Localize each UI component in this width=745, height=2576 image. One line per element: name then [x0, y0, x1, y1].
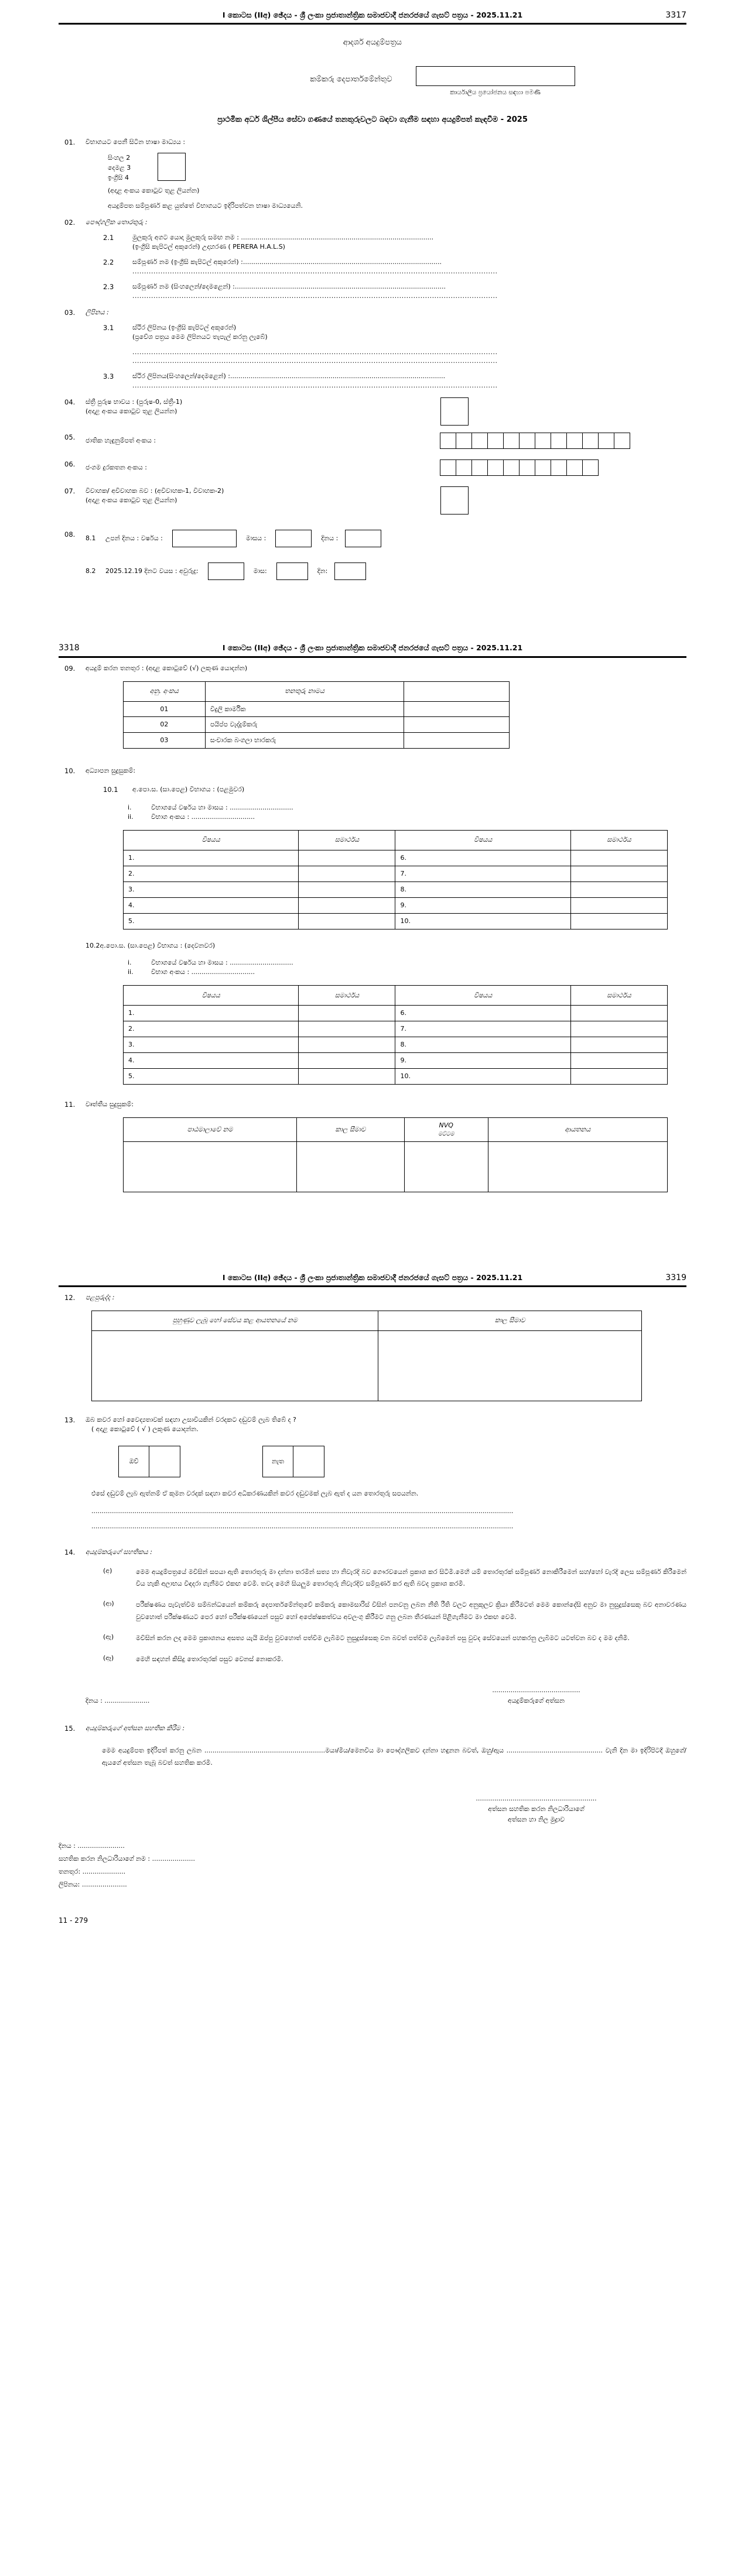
duration-cell[interactable] [297, 1141, 405, 1192]
item-10-number: 10. [64, 767, 76, 776]
grade-right[interactable] [570, 913, 667, 929]
table-row [124, 717, 510, 733]
yes-option[interactable] [118, 1446, 180, 1477]
item-08 [59, 530, 686, 580]
subject-left[interactable]: 3. [124, 1037, 299, 1053]
col-nvq-label: NVQ [439, 1121, 453, 1129]
item-3-1 [86, 323, 686, 366]
subject-right[interactable]: 10. [395, 1069, 570, 1085]
office-use-box[interactable] [416, 66, 575, 86]
item-01-box-note: (අදාළ අංකය කොටුව තුළ ලියන්න) [108, 187, 200, 195]
age-years-input[interactable] [208, 562, 244, 580]
nic-cell[interactable] [582, 433, 599, 449]
item-2-2 [86, 258, 686, 276]
subject-right[interactable]: 8. [395, 881, 570, 897]
item-3-3 [86, 372, 686, 390]
institute-name-cell[interactable] [92, 1330, 378, 1401]
item-02 [59, 218, 686, 301]
item-3-1-number: 3.1 [103, 323, 114, 332]
item-07-number: 07. [64, 487, 76, 496]
table-row [124, 1037, 668, 1053]
grade-right[interactable] [570, 897, 667, 913]
subject-left[interactable]: 4. [124, 1053, 299, 1069]
declaration-clause-ae [86, 1632, 686, 1644]
item-09-label: අයදුම් කරන තනතුර : (අදාළ කොටුවේ (√) ලකුණ යොදන්න) [86, 664, 248, 672]
no-tick-box[interactable] [293, 1446, 324, 1477]
post-tick-cell[interactable] [404, 701, 510, 717]
grade-left[interactable] [299, 1037, 395, 1053]
item-07-label: විවාහක/ අවිවාහක බව : (අවිවාහක-1, විවාහක-2) [86, 487, 224, 495]
subject-right[interactable]: 9. [395, 1053, 570, 1069]
age-months-input[interactable] [276, 562, 308, 580]
applicant-date-field[interactable]: දිනය : ...................... [86, 1696, 150, 1704]
office-use-note: කාර්යාලීය ප්‍රයෝජනය සඳහා පමණි [450, 89, 541, 97]
item-14-number: 14. [64, 1548, 76, 1556]
gazette-header-3317 [59, 0, 686, 21]
mobile-cell[interactable] [551, 459, 567, 476]
item-13-dots-2[interactable]: .............................................................................................................................................................................................................. [91, 1522, 514, 1530]
subject-right[interactable]: 7. [395, 1021, 570, 1037]
col-duration: කාල සීමාව [297, 1117, 405, 1141]
language-name-english: ඉංග්‍රීසි [108, 174, 123, 182]
post-selection-table [123, 681, 510, 749]
item-3-3-label[interactable]: ස්ථිර ලිපිනය(සිංහලෙන්/දෙමළෙන්) :......................................................................................................... [132, 372, 446, 380]
applicant-signature-caption: අයදුම්කරුගේ අත්සන [507, 1696, 565, 1704]
grade-right[interactable] [570, 1037, 667, 1053]
grade-left[interactable] [299, 1069, 395, 1085]
item-8-2-month-label: මාස: [253, 567, 267, 575]
course-name-cell[interactable] [124, 1141, 297, 1192]
subject-right[interactable]: 7. [395, 866, 570, 881]
birth-year-input[interactable] [172, 530, 237, 547]
item-15-number: 15. [64, 1724, 76, 1733]
page-3318 [0, 633, 745, 1262]
nic-cell[interactable] [598, 433, 614, 449]
item-2-3-label[interactable]: සම්පූර්ණ නම (සිංහලෙන්/දෙමළෙන්) :....................................................................................................... [132, 282, 446, 290]
table-header-row [124, 681, 510, 701]
item-13-number: 13. [64, 1415, 76, 1424]
clause-ae-mark: (ඇ) [103, 1632, 114, 1641]
exam-year-month-label-1[interactable]: විභාගයේ වර්ෂය හා මාසය : ............................... [151, 803, 293, 811]
mobile-cell[interactable] [519, 459, 535, 476]
roman-ii: ii. [128, 812, 134, 821]
post-serial: 02 [124, 717, 206, 733]
birth-month-input[interactable] [275, 530, 312, 547]
item-14-label: අයදුම්කරුගේ සහතිකය : [86, 1548, 152, 1556]
col-course-name: පාඨමාලාවේ නම [124, 1117, 297, 1141]
department-row [59, 66, 686, 97]
table-row [124, 913, 668, 929]
item-04-number: 04. [64, 398, 76, 407]
item-09 [59, 664, 686, 749]
nic-cell[interactable] [535, 433, 551, 449]
header-rule [59, 23, 686, 25]
yes-tick-box[interactable] [149, 1446, 180, 1477]
item-15-body[interactable]: මෙම අයදුම්පත ඉදිරිපත් කරනු ලබන ...........................................................මයා/මිය/මෙනවිය මා පෞද්ගලිකව දන්නා හඳුනන බවත්, ඔහු/ඇය ............................................... වැනි දින මා ඉදිරිපිටදී ඔහුගේ/ඇයගේ අත්සන තැබූ බවත් සහතික කරමි. [102, 1747, 686, 1767]
header-rule-3319 [59, 1285, 686, 1287]
item-8-1-label: උපන් දිනය : වර්ෂය : [105, 534, 163, 543]
grade-right[interactable] [570, 866, 667, 881]
item-15-label: අයදුම්කරුගේ අත්සන සහතික කිරීම : [86, 1724, 185, 1733]
item-10-1-label: අ.පො.ස. (සා.පෙළ) විභාගය : (පළමුවර) [132, 786, 245, 794]
exam-year-month-label-2[interactable]: විභාගයේ වර්ෂය හා මාසය : ............................... [151, 959, 293, 967]
item-13 [59, 1415, 686, 1531]
item-12-label: පළපුරුද්ද : [86, 1293, 115, 1301]
nic-cell[interactable] [519, 433, 535, 449]
document-title: ආදර්ශ අයදුම්පත්‍රය [343, 38, 402, 47]
declaration-clause-aee [86, 1654, 686, 1665]
clause-aa-text: පරීක්ෂණය පැවැත්වීම සම්බන්ධයෙන් කම්කරු දෙපාර්තමේන්තුවේ කම්කරු කොමසාරිස් විසින් පනවනු ලබන නීති රීති වලට අනුකූලව ක්‍රියා කිරීමටත් මෙම කොන්දේසි අනුව මා නුසුදුස්සෙකු බව අනාවරණය වුවහොත් පරීක්ෂණයට පෙර හෝ පරීක්ෂණයෙන් පසුව හෝ අපේක්ෂකත්වය අවලංගු කිරීමට ගනු ලබන තීරණයන් පිළිගැනීමට මා එකඟ වෙමි. [136, 1601, 686, 1621]
grade-left[interactable] [299, 881, 395, 897]
grade-right[interactable] [570, 1006, 667, 1021]
item-2-1 [86, 233, 686, 252]
item-06 [59, 459, 686, 476]
table-header-row [124, 830, 668, 850]
language-code-tamil: 3 [127, 164, 131, 172]
item-10-2-label: 10.2අ.පො.ස. (සා.පෙළ) විභාගය : (දෙවනවර) [86, 941, 216, 949]
roman-i: i. [128, 803, 132, 811]
grade-right[interactable] [570, 1069, 667, 1085]
language-code-input-box[interactable] [158, 153, 186, 181]
nic-cell[interactable] [440, 433, 456, 449]
page-number-3319: 3319 [665, 1272, 686, 1282]
item-2-1-label[interactable]: මුලකුරු අගට යොදා මුලකුරු සමඟ නම : .............................................................................................. [132, 234, 434, 242]
exam-number-label-2[interactable]: විභාග අංකය : ............................... [151, 968, 255, 976]
table-header-row [124, 1117, 668, 1141]
table-row [124, 866, 668, 881]
nic-cell[interactable] [551, 433, 567, 449]
item-07 [59, 486, 686, 514]
nic-cell[interactable] [503, 433, 520, 449]
grade-right[interactable] [570, 881, 667, 897]
col-period: කාල සීමාව [378, 1311, 642, 1330]
mobile-cell[interactable] [487, 459, 504, 476]
officer-address-field[interactable]: ලිපිනය: ...................... [59, 1880, 127, 1888]
post-serial: 01 [124, 701, 206, 717]
office-use-block [404, 66, 686, 97]
exam-year-row-2 [86, 958, 686, 968]
table-row [124, 1006, 668, 1021]
grade-left[interactable] [299, 850, 395, 866]
item-14 [59, 1548, 686, 1706]
item-06-label: ජංගම දුරකතන අංකය : [86, 464, 147, 472]
subjects-table-second-sitting [123, 985, 668, 1085]
language-name-sinhala: සිංහල [108, 154, 124, 162]
item-13-note: ( අදාළ කොටුවේ ( √ ) ලකුණ යොදන්න. [91, 1425, 199, 1433]
subject-left[interactable]: 1. [124, 850, 299, 866]
item-02-number: 02. [64, 218, 76, 227]
table-row [124, 701, 510, 717]
item-3-3-number: 3.3 [103, 372, 114, 381]
grade-left[interactable] [299, 866, 395, 881]
item-10-label: අධ්‍යාපන සුදුසුකම්: [86, 767, 136, 775]
nic-cell[interactable] [471, 433, 488, 449]
birth-day-input[interactable] [345, 530, 381, 547]
gazette-header-3319 [59, 1263, 686, 1284]
table-row [124, 850, 668, 866]
subject-right[interactable]: 8. [395, 1037, 570, 1053]
nic-cell[interactable] [487, 433, 504, 449]
table-row [124, 897, 668, 913]
grade-right[interactable] [570, 1053, 667, 1069]
table-row [124, 1021, 668, 1037]
nic-cell[interactable] [566, 433, 583, 449]
item-13-followup: එසේ දඬුවම් ලැබ ඇත්නම් ඒ කුමන වරදක් සඳහා කවර අධිකරණයකින් කවර දඬුවමක් ලැබ ඇත් ද යන තොරතුරු සපයන්න. [91, 1489, 419, 1497]
gazette-footer-code: 11 - 279 [59, 1916, 88, 1925]
language-option-sinhala [108, 153, 131, 163]
gazette-running-title-3318: I කොටස (IIඅ) ඡේදය - ශ්‍රී ලංකා ප්‍රජාතාන්ත්‍රික සමාජවාදී ජනරජයේ ගැසට් පත්‍රය - 2025.11.21 [222, 643, 523, 653]
item-8-2-label: 2025.12.19 දිනට වයස : අවුරුදු: [105, 567, 199, 575]
roman-ii: ii. [128, 968, 134, 976]
language-option-tamil [108, 163, 131, 173]
table-row [124, 881, 668, 897]
item-8-1-day-label: දිනය : [321, 534, 339, 543]
item-10 [59, 766, 686, 1085]
post-tick-cell[interactable] [404, 717, 510, 733]
exam-number-label-1[interactable]: විභාග අංකය : ............................... [151, 812, 255, 821]
subject-left[interactable]: 5. [124, 913, 299, 929]
item-8-2-day-label: දින: [317, 567, 328, 575]
item-2-3-number: 2.3 [103, 282, 114, 291]
item-07-note: (අදාළ අංකය කොටුව තුළ ලියන්න) [86, 496, 177, 505]
officer-caption-1: අත්සන සහතික කරන නිලධාරියාගේ [488, 1805, 585, 1813]
col-grade-right: සමාර්ථය [570, 830, 667, 850]
grade-right[interactable] [570, 850, 667, 866]
roman-i: i. [128, 959, 132, 967]
col-institute: ආයතනය [488, 1117, 667, 1141]
subject-right[interactable]: 10. [395, 913, 570, 929]
applicant-signature-line[interactable]: ........................................... [492, 1686, 580, 1694]
item-2-3 [86, 282, 686, 301]
item-03-label: ලිපිනය : [86, 308, 109, 316]
page-number-3317: 3317 [665, 11, 686, 20]
conviction-yesno [86, 1446, 686, 1477]
gender-code-input-box[interactable] [440, 397, 469, 426]
item-04 [59, 397, 686, 426]
item-05-label: ජාතික හැඳුනුම්පත් අංකය : [86, 437, 156, 445]
col-nvq-level [404, 1117, 488, 1141]
item-02-label: පෞද්ගලික තොරතුරු : [86, 218, 148, 227]
page-3319 [0, 1263, 745, 1950]
item-01-medium-note: අයදුම්පත සම්පූර්ණ කළ යුත්තේ විභාගයට ඉදිරිපත්වන භාෂා මාධ්‍යයෙනි. [108, 202, 303, 210]
table-header-row [124, 986, 668, 1006]
item-13-dots-1[interactable]: .............................................................................................................................................................................................................. [91, 1507, 514, 1515]
vocational-qualifications-table [123, 1117, 668, 1192]
col-subject-right: විෂයය [395, 986, 570, 1006]
mobile-cell[interactable] [471, 459, 488, 476]
col-institute-name: පුහුණුව ලැබූ හෝ සේවය කළ ආයතනයේ නම [92, 1311, 378, 1330]
grade-right[interactable] [570, 1021, 667, 1037]
item-12 [59, 1293, 686, 1401]
nvq-level-cell[interactable] [404, 1141, 488, 1192]
item-11-label: වෘත්තීය සුදුසුකම්: [86, 1100, 134, 1108]
declaration-clause-a [86, 1566, 686, 1590]
item-2-3-dots[interactable]: ............................................................................................................................................................ [132, 291, 498, 300]
col-tick [404, 681, 510, 701]
item-10-1 [86, 785, 686, 795]
grade-left[interactable] [299, 897, 395, 913]
page-number-3318: 3318 [59, 643, 80, 653]
period-cell[interactable] [378, 1330, 642, 1401]
applicant-signature-row [86, 1686, 686, 1706]
item-11 [59, 1100, 686, 1192]
language-code-english: 4 [124, 174, 129, 182]
post-name: සංචාරක බංගලා භාරකරු [205, 733, 404, 749]
exam-number-row-2 [86, 968, 686, 977]
item-2-1-number: 2.1 [103, 234, 114, 242]
grade-left[interactable] [299, 1021, 395, 1037]
item-12-number: 12. [64, 1293, 76, 1302]
item-3-1-note: (ප්‍රවේශ පත්‍රය මෙම ලිපිනයට තැපැල් කරනු ලැබේ) [132, 332, 268, 341]
table-row [124, 1053, 668, 1069]
col-grade-left: සමාර්ථය [299, 830, 395, 850]
item-8-1-month-label: මාසය : [245, 534, 266, 543]
item-04-label: ස්ත්‍රී පුරුෂ භාවය : (පුරුෂ-0, ස්ත්‍රී-1) [86, 398, 183, 406]
item-2-2-label[interactable]: සම්පූර්ණ නම (ඉංග්‍රීසි කැපිටල් අකුරෙන්) :................................................................................................. [132, 258, 442, 266]
table-row [124, 1069, 668, 1085]
post-name: විදුලි කාර්මික [205, 701, 404, 717]
post-name: පයිප්ප වැද්දුම්කරු [205, 717, 404, 733]
clause-aee-mark: (ඈ) [103, 1654, 114, 1662]
clause-aee-text: මෙහි සඳහන් කිසිදු තොරතුරක් පසුව වෙනස් නොකරමි. [136, 1655, 283, 1663]
marital-status-input-box[interactable] [440, 486, 469, 514]
col-subject-left: විෂයය [124, 986, 299, 1006]
subject-left[interactable]: 5. [124, 1069, 299, 1085]
grade-left[interactable] [299, 1006, 395, 1021]
age-days-input[interactable] [334, 562, 366, 580]
item-01-number: 01. [64, 138, 76, 147]
mobile-number-input[interactable] [440, 459, 686, 476]
mobile-cell[interactable] [503, 459, 520, 476]
col-nvq-sublabel: මට්ටම [438, 1130, 454, 1137]
mobile-cell[interactable] [566, 459, 583, 476]
mobile-cell[interactable] [440, 459, 456, 476]
experience-table [91, 1311, 642, 1401]
col-post-name: තනතුරු නාමය [205, 681, 404, 701]
item-01-label: විභාගයට පෙනී සිටින භාෂා මාධ්‍යය : [86, 138, 186, 146]
nic-cell[interactable] [456, 433, 472, 449]
item-3-1-dots-2[interactable]: ............................................................................................................................................................ [132, 357, 498, 365]
language-code-sinhala: 2 [126, 154, 131, 162]
no-option[interactable] [262, 1446, 324, 1477]
table-row [92, 1330, 642, 1401]
department-name: කම්කරු දෙපාර්තමේන්තුව [310, 75, 392, 84]
item-15 [59, 1724, 686, 1824]
post-tick-cell[interactable] [404, 733, 510, 749]
language-options [86, 153, 686, 183]
item-3-1-dots-1[interactable]: ............................................................................................................................................................ [132, 348, 498, 356]
officer-caption-2: අත්සන හා නිල මුද්‍රාව [508, 1816, 565, 1824]
gazette-running-title-3319: I කොටස (IIඅ) ඡේදය - ශ්‍රී ලංකා ප්‍රජාතාන්ත්‍රික සමාජවාදී ජනරජයේ ගැසට් පත්‍රය - 2025.11.21 [222, 1272, 523, 1282]
col-serial: අනු. අංකය [124, 681, 206, 701]
subject-right[interactable]: 9. [395, 897, 570, 913]
item-13-label: ඔබ කවර හෝ වෛද්‍යතාවක් සඳහා උසාවියකින් වරදකට දඬුවම් ලැබ තිබේ ද ? [86, 1415, 296, 1424]
no-label: නැත [263, 1446, 293, 1477]
grade-left[interactable] [299, 1053, 395, 1069]
item-04-note: (අදාළ අංකය කොටුව තුළ ලියන්න) [86, 407, 177, 416]
form-title: ප්‍රාථමික අර්ධ ශිල්පීය සේවා ගණයේ තනතුරුවලට බඳවා ගැනීම සඳහා අයදුම්පත් කැඳවීම - 2025 [217, 115, 528, 125]
subject-right[interactable]: 6. [395, 850, 570, 866]
item-2-2-number: 2.2 [103, 258, 114, 266]
item-3-1-label: ස්ථිර ලිපිනය (ඉංග්‍රීසි කැපිටල් අකුරෙන්) [132, 323, 237, 331]
item-8-1-number: 8.1 [86, 534, 96, 543]
exam-year-row-1 [86, 803, 686, 812]
item-10-1-number: 10.1 [103, 786, 118, 794]
item-09-number: 09. [64, 664, 76, 673]
col-grade-right: සමාර්ථය [570, 986, 667, 1006]
exam-number-row-1 [86, 812, 686, 822]
table-row [124, 733, 510, 749]
subject-left[interactable]: 2. [124, 1021, 299, 1037]
officer-post-field[interactable]: තනතුර: ..................... [59, 1867, 126, 1875]
item-11-number: 11. [64, 1100, 76, 1109]
grade-left[interactable] [299, 913, 395, 929]
item-01 [59, 138, 686, 211]
mobile-cell[interactable] [456, 459, 472, 476]
subject-left[interactable]: 2. [124, 866, 299, 881]
subject-right[interactable]: 6. [395, 1006, 570, 1021]
clause-aa-mark: (ආ) [103, 1600, 114, 1608]
header-rule-3318 [59, 656, 686, 658]
nic-cell[interactable] [614, 433, 630, 449]
table-header-row [92, 1311, 642, 1330]
item-08-number: 08. [64, 530, 76, 539]
post-serial: 03 [124, 733, 206, 749]
gazette-header-3318 [59, 633, 686, 654]
declaration-clause-aa [86, 1599, 686, 1623]
language-name-tamil: දෙමළ [108, 164, 125, 172]
officer-signature-line[interactable]: ........................................................... [476, 1795, 597, 1803]
item-06-number: 06. [64, 460, 76, 469]
yes-label: ඔව් [119, 1446, 149, 1477]
item-3-3-dots[interactable]: ............................................................................................................................................................ [132, 382, 498, 390]
nic-number-input[interactable] [440, 433, 686, 449]
item-05-number: 05. [64, 433, 76, 442]
subjects-table-first-sitting [123, 830, 668, 929]
col-grade-left: සමාර්ථය [299, 986, 395, 1006]
item-2-2-dots[interactable]: ............................................................................................................................................................ [132, 267, 498, 275]
subject-left[interactable]: 4. [124, 897, 299, 913]
mobile-cell[interactable] [535, 459, 551, 476]
officer-signature-row [86, 1794, 686, 1824]
item-03 [59, 308, 686, 391]
subject-left[interactable]: 1. [124, 1006, 299, 1021]
col-subject-left: විෂයය [124, 830, 299, 850]
item-03-number: 03. [64, 308, 76, 317]
clause-a-text: මෙම අයදුම්පත්‍රයේ මවිසින් සපයා ඇති තොරතුරු මා දන්නා තරමින් සත්‍ය හා නිවැරදි බව ගෞරවයෙන් ප්‍රකාශ කර සිටිමි.මෙහි යම් තොරතුරක් සම්පූර්ණ නොකිරීමෙන් සහ/හෝ වැරදි ලෙස සම්පූර්ණ කිරීමෙන් විය හැකි අලාභය විඳදරා ගැනීමට එකඟ වෙමි. තවද මෙහි සියලුම තොරතුරු නිවැරදිව සම්පූර්ණ කර ඇති බවද ප්‍රකාශ කරමි. [136, 1567, 686, 1587]
language-option-english [108, 173, 131, 183]
table-row [124, 1141, 668, 1192]
officer-date-field[interactable]: දිනය : ....................... [59, 1841, 125, 1850]
clause-a-mark: (අ) [103, 1566, 112, 1575]
item-05 [59, 433, 686, 449]
page-3317 [0, 0, 745, 633]
gazette-running-title: I කොටස (IIඅ) ඡේදය - ශ්‍රී ලංකා ප්‍රජාතාන්ත්‍රික සමාජවාදී ජනරජයේ ගැසට් පත්‍රය - 2025.11.21 [222, 11, 523, 19]
col-subject-right: විෂයය [395, 830, 570, 850]
item-8-2-number: 8.2 [86, 567, 96, 575]
institute-cell[interactable] [488, 1141, 667, 1192]
mobile-cell[interactable] [582, 459, 599, 476]
officer-name-field[interactable]: සහතික කරන නිලධාරියාගේ නම : ..................... [59, 1854, 196, 1862]
subject-left[interactable]: 3. [124, 881, 299, 897]
item-2-1-note: (ඉංග්‍රීසි කැපිටල් අකුරෙන්) උදාහරණ ( PERERA H.A.L.S) [132, 243, 285, 251]
clause-ae-text: මවිසින් කරන ලද මෙම ප්‍රකාශනය අසත්‍ය යැයි ඔප්පු වුවහොත් පත්වීම ලැබීමට නුසුදුස්සෙකු වන බවත් පත්වීම ලැබීමෙන් පසු වුවද සේවයෙන් පහකරනු ලැබීමට යටත්වන බව ද මම දනිමි. [136, 1634, 630, 1642]
